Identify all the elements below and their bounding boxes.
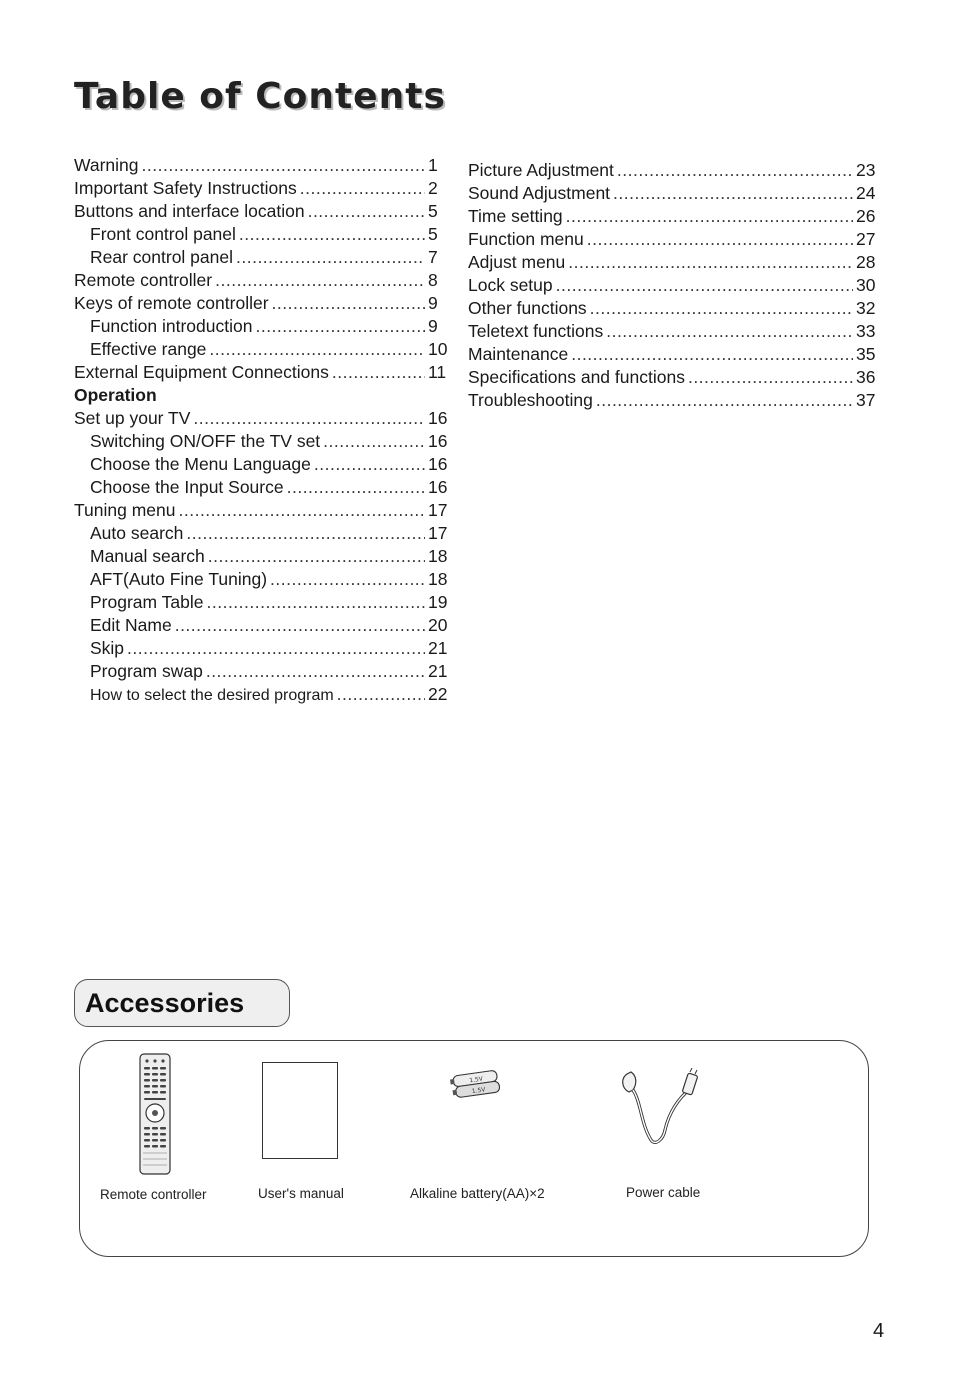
toc-page-number: 33 bbox=[856, 321, 876, 341]
toc-page-number: 24 bbox=[856, 183, 876, 203]
toc-entry-label: Troubleshooting bbox=[468, 390, 593, 410]
toc-leader-dots bbox=[617, 159, 853, 182]
toc-leader-dots bbox=[209, 338, 425, 361]
toc-leader-dots bbox=[571, 343, 853, 366]
toc-page-number: 23 bbox=[856, 160, 876, 180]
toc-page-number: 16 bbox=[428, 408, 448, 428]
toc-entry-label: External Equipment Connections bbox=[74, 362, 329, 382]
toc-entry bbox=[74, 637, 450, 660]
toc-entry-label: How to select the desired program bbox=[90, 687, 334, 704]
toc-page-number: 16 bbox=[428, 431, 448, 451]
toc-page-number: 37 bbox=[856, 390, 876, 410]
toc-page-number: 2 bbox=[428, 178, 438, 198]
toc-page-number: 32 bbox=[856, 298, 876, 318]
accessories-title: Accessories bbox=[85, 988, 245, 1018]
toc-entry bbox=[468, 366, 878, 389]
toc-leader-dots bbox=[270, 568, 425, 591]
toc-entry bbox=[74, 522, 450, 545]
toc-entry bbox=[74, 292, 450, 315]
toc-leader-dots bbox=[179, 499, 426, 522]
toc-entry-label: Remote controller bbox=[74, 270, 213, 290]
toc-entry-label: Auto search bbox=[90, 523, 184, 543]
toc-leader-dots bbox=[207, 591, 426, 614]
toc-leader-dots bbox=[236, 246, 425, 269]
toc-page-number: 22 bbox=[428, 684, 448, 704]
toc-entry bbox=[468, 251, 878, 274]
toc-entry bbox=[74, 453, 450, 476]
toc-page-number: 7 bbox=[428, 247, 438, 267]
toc-entry bbox=[74, 338, 450, 361]
power-cable-label: Power cable bbox=[626, 1185, 701, 1200]
remote-control-icon bbox=[139, 1053, 171, 1180]
toc-entry-label: Effective range bbox=[90, 339, 207, 359]
toc-entry-label: Edit Name bbox=[90, 615, 172, 635]
toc-entry-label: Warning bbox=[74, 155, 139, 175]
toc-entry-label: Program Table bbox=[90, 592, 204, 612]
toc-leader-dots bbox=[688, 366, 853, 389]
toc-leader-dots bbox=[193, 407, 425, 430]
toc-left-column bbox=[74, 154, 450, 706]
users-manual-label: User's manual bbox=[258, 1186, 344, 1201]
toc-entry bbox=[468, 389, 878, 412]
toc-leader-dots bbox=[287, 476, 425, 499]
toc-entry-label: Switching ON/OFF the TV set bbox=[90, 431, 321, 451]
toc-entry bbox=[74, 246, 450, 269]
toc-leader-dots bbox=[337, 683, 425, 706]
toc-page-number: 21 bbox=[428, 661, 448, 681]
toc-entry bbox=[468, 274, 878, 297]
toc-leader-dots bbox=[272, 292, 425, 315]
toc-entry-label: Adjust menu bbox=[468, 252, 566, 272]
toc-page-number: 18 bbox=[428, 546, 448, 566]
toc-entry-label: Program swap bbox=[90, 661, 203, 681]
page-number: 4 bbox=[873, 1320, 885, 1342]
toc-page-number: 9 bbox=[428, 293, 438, 313]
battery-label: Alkaline battery(AA)×2 bbox=[410, 1186, 545, 1201]
toc-entry bbox=[74, 200, 450, 223]
toc-leader-dots bbox=[587, 228, 853, 251]
toc-page-number: 28 bbox=[856, 252, 876, 272]
toc-entry bbox=[468, 343, 878, 366]
toc-entry-label: Operation bbox=[74, 385, 157, 405]
toc-entry bbox=[74, 361, 450, 384]
toc-page-number: 11 bbox=[428, 362, 447, 382]
toc-entry-label: Sound Adjustment bbox=[468, 183, 611, 203]
toc-page-number: 1 bbox=[428, 155, 438, 175]
toc-entry bbox=[74, 223, 450, 246]
toc-entry-label: Tuning menu bbox=[74, 500, 176, 520]
toc-page-number: 9 bbox=[428, 316, 438, 336]
battery-text-1: 1.5V bbox=[468, 1075, 484, 1085]
toc-leader-dots bbox=[556, 274, 853, 297]
toc-entry bbox=[74, 660, 450, 683]
toc-page-number: 20 bbox=[428, 615, 448, 635]
toc-page-number: 17 bbox=[428, 500, 448, 520]
toc-section-heading bbox=[74, 384, 450, 407]
toc-leader-dots bbox=[606, 320, 853, 343]
toc-page-number: 30 bbox=[856, 275, 876, 295]
battery-text-2: 1.5V bbox=[471, 1086, 486, 1096]
toc-leader-dots bbox=[314, 453, 425, 476]
toc-entry bbox=[74, 499, 450, 522]
page-title: Table of Contents bbox=[74, 76, 446, 117]
toc-entry-label: Teletext functions bbox=[468, 321, 604, 341]
toc-entry bbox=[468, 228, 878, 251]
toc-page-number: 16 bbox=[428, 454, 448, 474]
accessories-heading-box bbox=[74, 979, 290, 1027]
toc-entry-label: Choose the Input Source bbox=[90, 477, 284, 497]
toc-page-number: 5 bbox=[428, 201, 438, 221]
toc-leader-dots bbox=[215, 269, 425, 292]
toc-leader-dots bbox=[323, 430, 425, 453]
toc-entry-label: Manual search bbox=[90, 546, 205, 566]
toc-page-number: 17 bbox=[428, 523, 448, 543]
remote-controller-label: Remote controller bbox=[100, 1187, 207, 1202]
toc-entry bbox=[468, 320, 878, 343]
toc-entry-label: AFT(Auto Fine Tuning) bbox=[90, 569, 268, 589]
toc-leader-dots bbox=[239, 223, 425, 246]
toc-page-number: 26 bbox=[856, 206, 876, 226]
toc-entry-label: Choose the Menu Language bbox=[90, 454, 311, 474]
toc-page-number: 5 bbox=[428, 224, 438, 244]
toc-leader-dots bbox=[613, 182, 853, 205]
toc-leader-dots bbox=[208, 545, 425, 568]
toc-page-number: 19 bbox=[428, 592, 448, 612]
toc-entry bbox=[468, 297, 878, 320]
toc-leader-dots bbox=[255, 315, 425, 338]
toc-entry bbox=[74, 683, 450, 706]
toc-entry-label: Picture Adjustment bbox=[468, 160, 614, 180]
toc-leader-dots bbox=[186, 522, 425, 545]
toc-right-column bbox=[468, 159, 878, 412]
toc-page-number: 35 bbox=[856, 344, 876, 364]
toc-entry-label: Important Safety Instructions bbox=[74, 178, 297, 198]
toc-leader-dots bbox=[175, 614, 425, 637]
toc-leader-dots bbox=[590, 297, 853, 320]
toc-page-number: 8 bbox=[428, 270, 438, 290]
toc-entry-label: Maintenance bbox=[468, 344, 569, 364]
manual-icon bbox=[262, 1062, 338, 1159]
power-cable-icon bbox=[619, 1068, 705, 1153]
toc-entry bbox=[74, 591, 450, 614]
toc-page-number: 36 bbox=[856, 367, 876, 387]
toc-leader-dots bbox=[308, 200, 425, 223]
toc-entry bbox=[74, 545, 450, 568]
toc-leader-dots bbox=[127, 637, 425, 660]
toc-entry bbox=[74, 315, 450, 338]
toc-entry bbox=[74, 568, 450, 591]
toc-entry bbox=[74, 177, 450, 200]
toc-entry-label: Keys of remote controller bbox=[74, 293, 269, 313]
toc-entry-label: Skip bbox=[90, 638, 125, 658]
toc-entry-label: Function introduction bbox=[90, 316, 253, 336]
toc-entry-label: Set up your TV bbox=[74, 408, 191, 428]
toc-entry-label: Function menu bbox=[468, 229, 584, 249]
toc-entry bbox=[74, 614, 450, 637]
toc-leader-dots bbox=[566, 205, 853, 228]
toc-entry-label: Lock setup bbox=[468, 275, 553, 295]
toc-leader-dots bbox=[568, 251, 853, 274]
toc-leader-dots bbox=[142, 154, 425, 177]
toc-entry-label: Time setting bbox=[468, 206, 563, 226]
toc-entry bbox=[468, 159, 878, 182]
toc-entry-label: Buttons and interface location bbox=[74, 201, 305, 221]
toc-entry-label: Specifications and functions bbox=[468, 367, 685, 387]
battery-icon bbox=[450, 1069, 502, 1106]
toc-entry-label: Front control panel bbox=[90, 224, 236, 244]
toc-leader-dots bbox=[596, 389, 853, 412]
toc-entry-label: Other functions bbox=[468, 298, 587, 318]
toc-entry bbox=[468, 182, 878, 205]
toc-leader-dots bbox=[300, 177, 425, 200]
toc-leader-dots bbox=[332, 361, 425, 384]
toc-leader-dots bbox=[206, 660, 425, 683]
toc-page-number: 18 bbox=[428, 569, 448, 589]
toc-page-number: 21 bbox=[428, 638, 448, 658]
toc-entry bbox=[74, 407, 450, 430]
toc-entry bbox=[468, 205, 878, 228]
toc-entry bbox=[74, 476, 450, 499]
toc-entry bbox=[74, 154, 450, 177]
toc-page-number: 16 bbox=[428, 477, 448, 497]
toc-entry bbox=[74, 269, 450, 292]
toc-page-number: 27 bbox=[856, 229, 876, 249]
toc-entry-label: Rear control panel bbox=[90, 247, 233, 267]
toc-entry bbox=[74, 430, 450, 453]
toc-page-number: 10 bbox=[428, 339, 448, 359]
